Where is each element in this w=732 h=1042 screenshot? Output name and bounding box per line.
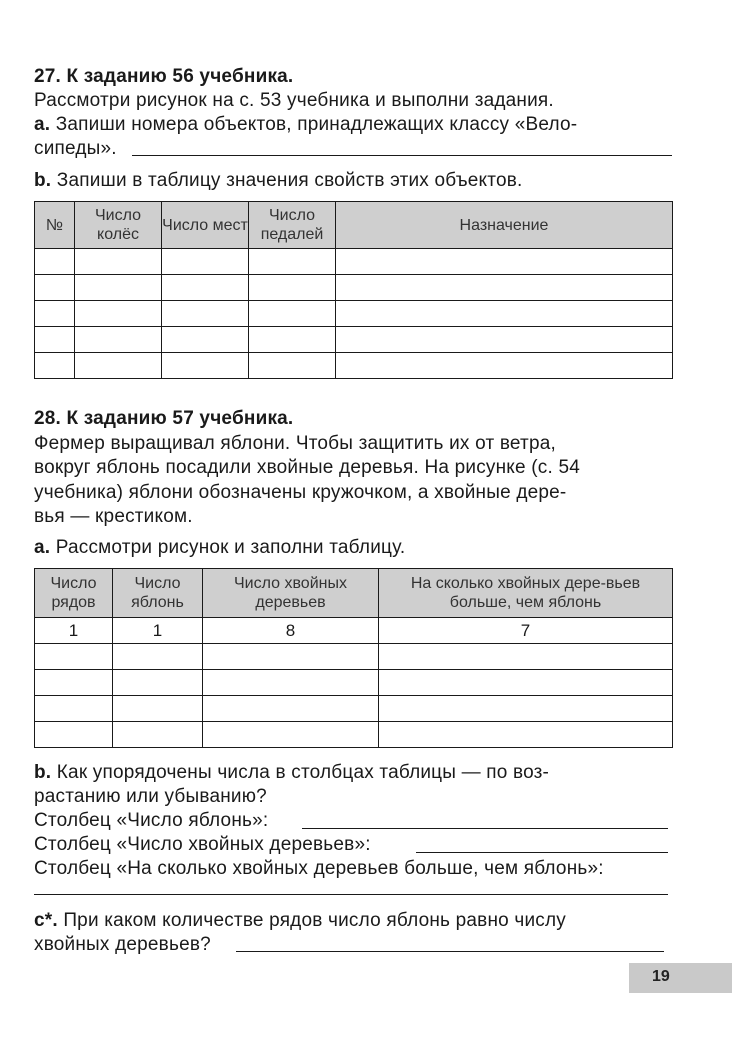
task27-th-wheels: Число колёс [75, 202, 162, 249]
task28-c-line1 [34, 910, 566, 932]
table-row [35, 275, 673, 301]
table-cell[interactable] [75, 301, 162, 327]
task28-col1-label: Столбец «Число яблонь»: [34, 810, 269, 831]
task28-col3-label: Столбец «На сколько хвойных деревьев больше, чем яблонь»: [34, 858, 604, 879]
table-cell[interactable] [379, 670, 673, 696]
table-cell[interactable] [203, 696, 379, 722]
task27-b-label: b. [34, 170, 52, 191]
table-cell[interactable] [113, 670, 203, 696]
table-cell[interactable] [35, 644, 113, 670]
table-row [35, 353, 673, 379]
task27-heading [34, 66, 293, 88]
task28-p4: вья — крестиком. [34, 506, 193, 527]
table-cell[interactable] [249, 301, 336, 327]
task27-th-pedals: Число педалей [249, 202, 336, 249]
table-cell[interactable] [249, 275, 336, 301]
task28-a-label: a. [34, 537, 51, 558]
table-cell[interactable] [336, 249, 673, 275]
task28-number: 28. [34, 408, 62, 429]
task28-col2-label: Столбец «Число хвойных деревьев»: [34, 834, 371, 855]
task28-col3-answer-line[interactable] [34, 894, 668, 895]
task28-b-line2: растанию или убыванию? [34, 786, 267, 807]
table-row [35, 249, 673, 275]
table-cell[interactable] [336, 353, 673, 379]
task28-c-text: При каком количестве рядов число яблонь равно числу [63, 910, 566, 931]
table-cell[interactable] [113, 644, 203, 670]
task28-p1: Фермер выращивал яблони. Чтобы защитить их от ветра, [34, 433, 556, 454]
table-row [35, 301, 673, 327]
task27-a-answer-line[interactable] [132, 155, 672, 156]
table-cell[interactable] [203, 722, 379, 748]
task27-a-line1 [34, 114, 577, 136]
table-cell[interactable] [35, 670, 113, 696]
table-cell[interactable] [35, 722, 113, 748]
table-cell[interactable]: 1 [113, 618, 203, 644]
task27-th-seats: Число мест [162, 202, 249, 249]
task27-a-label: a. [34, 114, 51, 135]
table-cell[interactable] [162, 275, 249, 301]
task28-c-label: c*. [34, 910, 58, 931]
table-cell[interactable] [379, 696, 673, 722]
task28-col2-answer-line[interactable] [416, 852, 668, 853]
task28-th-rows: Число рядов [35, 569, 113, 618]
task27-b-text: Запиши в таблицу значения свойств этих объектов. [56, 170, 523, 191]
table-cell[interactable] [249, 249, 336, 275]
table-row [35, 618, 673, 644]
table-cell[interactable]: 8 [203, 618, 379, 644]
table-cell[interactable] [35, 275, 75, 301]
table-row [35, 696, 673, 722]
table-cell[interactable] [336, 327, 673, 353]
task27-intro: Рассмотри рисунок на с. 53 учебника и выполни задания. [34, 90, 554, 111]
task27-title: К заданию 56 учебника. [66, 66, 294, 87]
table-cell[interactable] [75, 249, 162, 275]
table-row [35, 327, 673, 353]
table-cell[interactable] [249, 327, 336, 353]
task28-a-text: Рассмотри рисунок и заполни таблицу. [55, 537, 406, 558]
table-cell[interactable] [35, 301, 75, 327]
table-cell[interactable] [203, 670, 379, 696]
task28-b-text: Как упорядочены числа в столбцах таблицы — по воз- [56, 762, 550, 783]
table-row [35, 670, 673, 696]
task28-th-apple: Число яблонь [113, 569, 203, 618]
task27-a-line2: сипеды». [34, 138, 117, 159]
table-cell[interactable] [379, 722, 673, 748]
task28-col1-answer-line[interactable] [302, 828, 668, 829]
table-cell[interactable] [75, 353, 162, 379]
table-cell[interactable] [379, 644, 673, 670]
task27-th-no: № [35, 202, 75, 249]
task28-title: К заданию 57 учебника. [66, 408, 294, 429]
page-number-tab [629, 963, 732, 993]
task28-th-conifer: Число хвойных деревьев [203, 569, 379, 618]
task27-table-header-row [35, 202, 673, 249]
table-cell[interactable] [113, 722, 203, 748]
task28-c-line2: хвойных деревьев? [34, 934, 211, 955]
task28-table-header-row [35, 569, 673, 618]
table-cell[interactable] [203, 644, 379, 670]
task28-th-difference: На сколько хвойных дере-вьев больше, чем яблонь [379, 569, 673, 618]
table-cell[interactable] [249, 353, 336, 379]
table-cell[interactable] [336, 301, 673, 327]
table-cell[interactable] [35, 249, 75, 275]
task27-table [34, 201, 673, 379]
table-cell[interactable]: 7 [379, 618, 673, 644]
task27-number: 27. [34, 66, 62, 87]
page-number: 19 [652, 968, 670, 985]
table-cell[interactable]: 1 [35, 618, 113, 644]
task28-c-answer-line[interactable] [236, 951, 664, 952]
task28-a-line [34, 537, 405, 559]
task28-p3: учебника) яблони обозначены кружочком, а хвойные дере- [34, 482, 567, 503]
table-cell[interactable] [75, 327, 162, 353]
task28-b-label: b. [34, 762, 52, 783]
table-cell[interactable] [113, 696, 203, 722]
task28-table [34, 568, 673, 748]
task28-b-line1 [34, 762, 549, 784]
table-cell[interactable] [162, 249, 249, 275]
table-cell[interactable] [336, 275, 673, 301]
table-cell[interactable] [162, 301, 249, 327]
table-cell[interactable] [35, 353, 75, 379]
table-cell[interactable] [162, 353, 249, 379]
task27-b-line [34, 170, 523, 192]
table-cell[interactable] [35, 696, 113, 722]
task28-heading [34, 408, 293, 430]
table-cell[interactable] [75, 275, 162, 301]
table-cell[interactable] [35, 327, 75, 353]
task27-th-purpose: Назначение [336, 202, 673, 249]
task27-a-text: Запиши номера объектов, принадлежащих классу «Вело- [55, 114, 578, 135]
table-cell[interactable] [162, 327, 249, 353]
task28-p2: вокруг яблонь посадили хвойные деревья. На рисунке (с. 54 [34, 457, 580, 478]
table-row [35, 644, 673, 670]
table-row [35, 722, 673, 748]
